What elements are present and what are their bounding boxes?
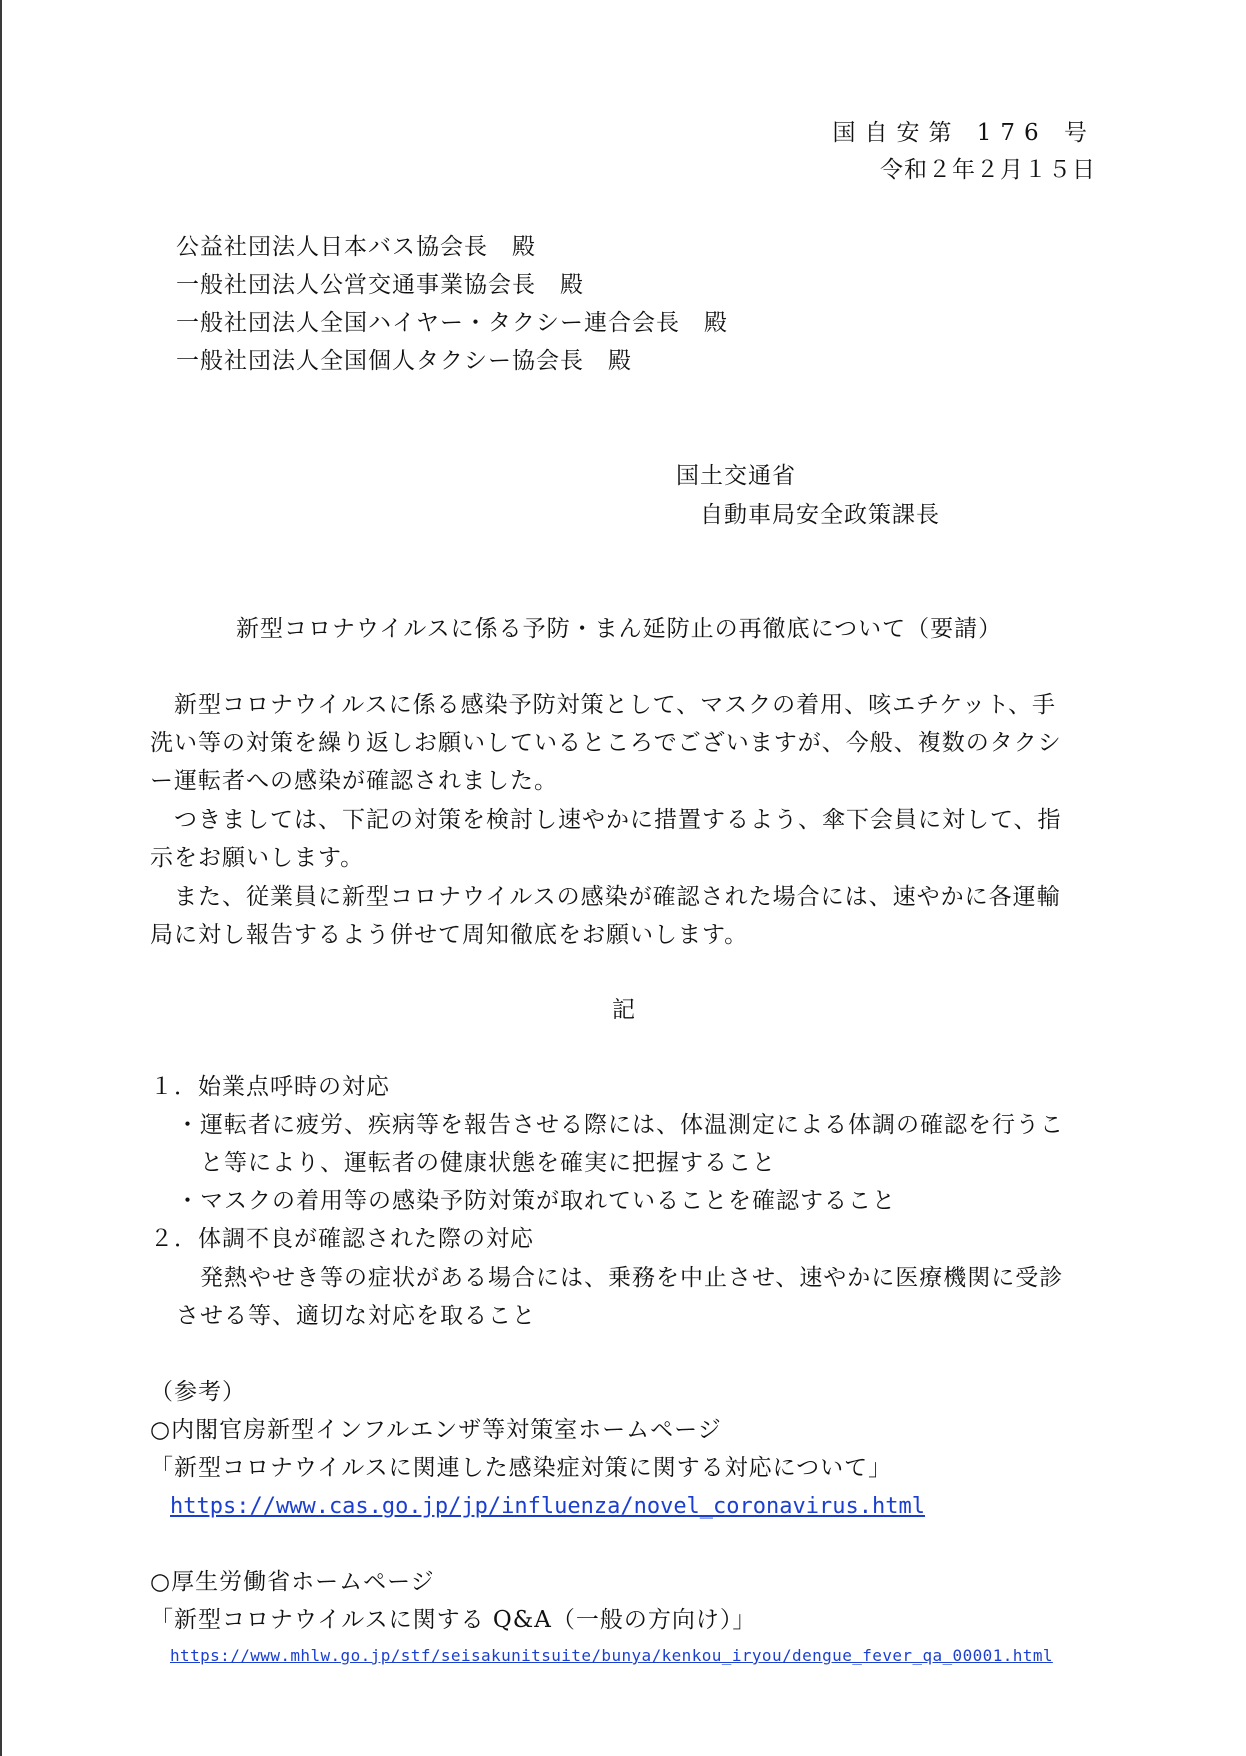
- reference-1-link[interactable]: https://www.cas.go.jp/jp/influenza/novel_coronavirus.html: [170, 1494, 925, 1519]
- reference-2-source: ○厚生労働省ホームページ: [150, 1569, 435, 1595]
- item-2-title: ２．体調不良が確認された際の対応: [150, 1226, 534, 1252]
- body-p1-line2: 洗い等の対策を繰り返しお願いしているところでございますが、今般、複数のタクシ: [150, 730, 1062, 756]
- subject-title: 新型コロナウイルスに係る予防・まん延防止の再徹底について（要請）: [236, 616, 1003, 642]
- body-p1-line1: 新型コロナウイルスに係る感染予防対策として、マスクの着用、咳エチケット、手: [150, 692, 1057, 718]
- document-date: 令和２年２月１５日: [880, 157, 1096, 183]
- ki-heading: 記: [612, 997, 636, 1023]
- body-p1-line3: ー運転者への感染が確認されました。: [150, 768, 558, 794]
- recipient-2: 一般社団法人公営交通事業協会長 殿: [176, 272, 584, 298]
- item-1-bullet-1-line1: ・運転者に疲労、疾病等を報告させる際には、体温測定による体調の確認を行うこ: [176, 1112, 1064, 1138]
- reference-2-title: 「新型コロナウイルスに関する Q&A（一般の方向け）」: [150, 1607, 757, 1633]
- item-2-line2: させる等、適切な対応を取ること: [176, 1303, 536, 1329]
- item-1-title: １．始業点呼時の対応: [150, 1074, 390, 1100]
- document-number: 国自安第 176 号: [832, 120, 1096, 146]
- item-1-bullet-1-line2: と等により、運転者の健康状態を確実に把握すること: [200, 1150, 776, 1176]
- sender-ministry: 国土交通省: [676, 463, 796, 489]
- references-heading: （参考）: [150, 1379, 246, 1405]
- recipient-4: 一般社団法人全国個人タクシー協会長 殿: [176, 348, 632, 374]
- body-p2-line2: 示をお願いします。: [150, 845, 365, 871]
- body-p2-line1: つきましては、下記の対策を検討し速やかに措置するよう、傘下会員に対して、指: [150, 807, 1062, 833]
- body-p3-line2: 局に対し報告するよう併せて周知徹底をお願いします。: [150, 922, 749, 948]
- item-1-bullet-2: ・マスクの着用等の感染予防対策が取れていることを確認すること: [176, 1188, 896, 1214]
- reference-1-source: ○内閣官房新型インフルエンザ等対策室ホームページ: [150, 1417, 722, 1443]
- body-p3-line1: また、従業員に新型コロナウイルスの感染が確認された場合には、速やかに各運輸: [150, 884, 1061, 910]
- reference-2-link[interactable]: https://www.mhlw.go.jp/stf/seisakunitsuite/bunya/kenkou_iryou/dengue_fever_qa_00001.html: [170, 1646, 1053, 1665]
- item-2-line1: 発熱やせき等の症状がある場合には、乗務を中止させ、速やかに医療機関に受診: [176, 1265, 1064, 1291]
- reference-1-title: 「新型コロナウイルスに関連した感染症対策に関する対応について」: [150, 1455, 893, 1481]
- sender-division: 自動車局安全政策課長: [700, 502, 940, 528]
- recipient-1: 公益社団法人日本バス協会長 殿: [176, 234, 536, 260]
- recipient-3: 一般社団法人全国ハイヤー・タクシー連合会長 殿: [176, 310, 728, 336]
